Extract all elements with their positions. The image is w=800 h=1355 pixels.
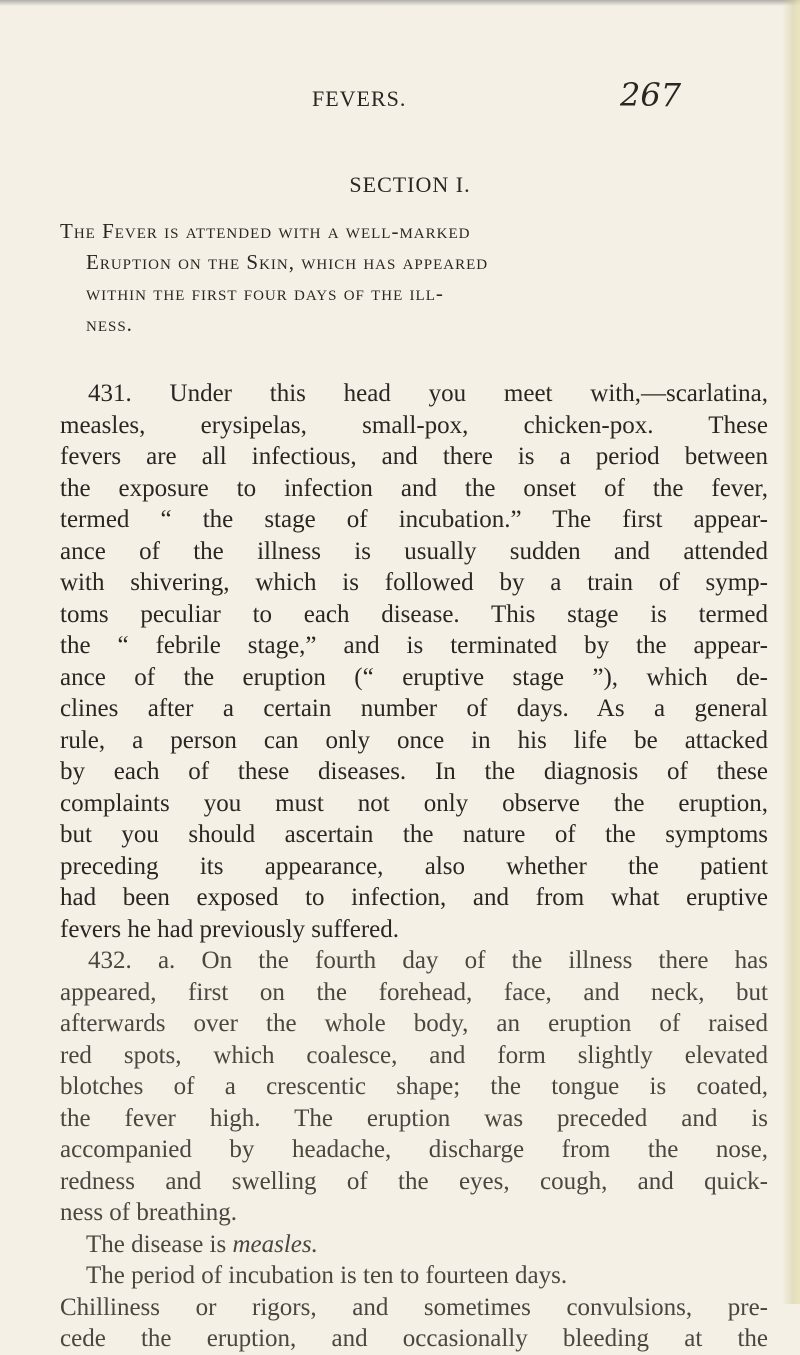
paragraph-432-line: 432. a. On the fourth day of the illness there has [88,947,768,974]
paragraph-431-line: the exposure to infection and the onset of the fever, [60,474,768,502]
running-title: FEVERS. [312,86,407,111]
incubation-line: The period of incubation is ten to fourteen days. [86,1262,568,1289]
paragraph-431-line: 431. Under this head you meet with,—scarlatina, [88,380,768,407]
paragraph-431-line: toms peculiar to each disease. This stage is termed [60,600,768,628]
incubation-line: Chilliness or rigors, and sometimes convulsions, pre- [60,1293,768,1321]
paragraph-431-line: complaints you must not only observe the eruption, [60,789,768,817]
heading-line: ness. [86,312,133,336]
paragraph-431-line: fevers he had previously suffered. [60,915,400,943]
paragraph-431-line: ance of the illness is usually sudden and attended [60,537,768,565]
paragraph-431-line: measles, erysipelas, small-pox, chicken-pox. These [60,411,768,439]
heading-line: The Fever is attended with a well-marked [60,219,471,243]
paragraph-431-line: preceding its appearance, also whether the patient [60,852,768,880]
paragraph-431-line: by each of these diseases. In the diagnosis of these [60,758,768,785]
section-title: SECTION I. [349,172,471,197]
paragraph-431-line: ance of the eruption (“ eruptive stage ”), which de- [60,663,768,691]
paragraph-431-line: but you should ascertain the nature of the symptoms [60,821,768,848]
paragraph-432-line: afterwards over the whole body, an eruption of raised [60,1010,768,1037]
paragraph-432-line: redness and swelling of the eyes, cough, and quick- [60,1167,768,1195]
paragraph-431-line: fevers are all infectious, and there is a period between [60,443,768,470]
page-number: 267 [620,76,682,114]
paragraph-431-line: clines after a certain number of days. As a general [60,695,768,722]
heading-line: Eruption on the Skin, which has appeared [86,250,489,274]
running-head [0,76,800,116]
paragraph-431-line: had been exposed to infection, and from what eruptive [60,884,768,911]
page-top-shadow [0,0,800,6]
disease-name: measles. [232,1230,318,1258]
paragraph-432-line: appeared, first on the forehead, face, and neck, but [60,978,768,1006]
paragraph-432-line: ness of breathing. [60,1199,238,1226]
paragraph-432-line: blotches of a crescentic shape; the tongue is coated, [60,1073,768,1100]
diagnosis-line [60,1229,768,1261]
section-heading [60,216,766,340]
body-text [60,378,768,1355]
diagnosis-prefix: The disease is [86,1230,233,1258]
incubation-line: cede the eruption, and occasionally bleeding at the [60,1325,768,1352]
paragraph-431-line: with shivering, which is followed by a train of symp- [60,569,768,596]
paragraph-432-line: red spots, which coalesce, and form slightly elevated [60,1041,768,1069]
paragraph-431-line: the “ febrile stage,” and is terminated by the appear- [60,632,768,659]
heading-line: within the first four days of the ill- [86,281,444,305]
paragraph-432-line: the fever high. The eruption was preceded and is [60,1104,768,1132]
paragraph-432-line: accompanied by headache, discharge from the nose, [60,1136,768,1163]
paragraph-431-line: rule, a person can only once in his life be attacked [60,726,768,754]
paragraph-431-line: termed “ the stage of incubation.” The first appear- [60,506,768,533]
